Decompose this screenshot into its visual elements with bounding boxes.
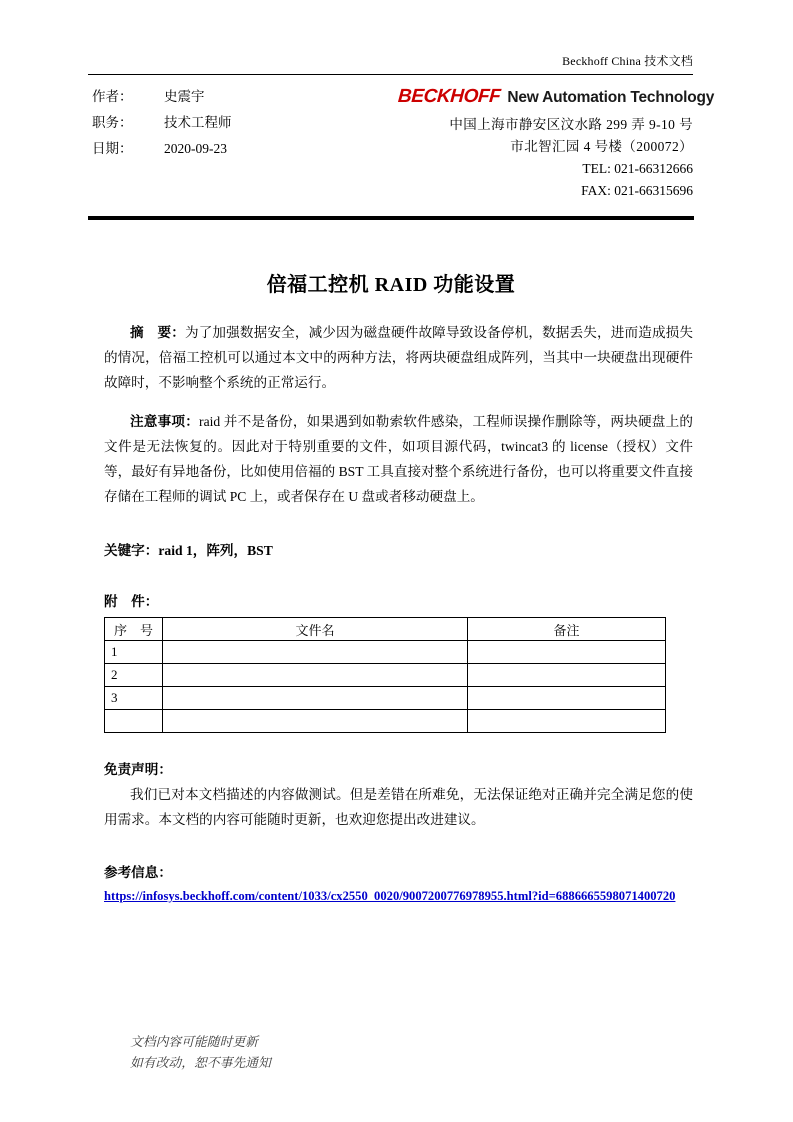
column-header-filename: 文件名 [163, 618, 468, 641]
keywords-line: 关键字：raid 1，阵列，BST [104, 543, 273, 558]
cell-note [468, 687, 666, 710]
notice-paragraph [104, 409, 693, 509]
document-body [104, 320, 693, 908]
abstract-text: 为了加强数据安全，减少因为磁盘硬件故障导致设备停机，数据丢失，进而造成损失的情况，倍福工控机可以通过本文中的两种方法，将两块硬盘组成阵列，当其中一块硬盘出现硬件故障时，不影响整个系统的正常运行。 [104, 325, 694, 390]
disclaimer-text: 我们已对本文档描述的内容做测试。但是差错在所难免，无法保证绝对正确并完全满足您的使用需求。本文档的内容可能随时更新，也欢迎您提出改进建议。 [104, 787, 693, 827]
cell-filename [163, 710, 468, 733]
author-info-block [92, 84, 352, 162]
fax-line: FAX: 021-66315696 [581, 183, 693, 198]
role-value: 技术工程师 [164, 115, 232, 130]
running-header: Beckhoff China 技术文档 [562, 54, 693, 68]
footer-note-line-1: 文档内容可能随时更新 [130, 1035, 258, 1049]
table-row [105, 710, 666, 733]
cell-filename [163, 687, 468, 710]
cell-index: 3 [105, 687, 163, 710]
column-header-index: 序 号 [105, 618, 163, 641]
footer-note [130, 1032, 550, 1074]
abstract-paragraph [104, 320, 693, 395]
header-thick-divider [88, 216, 694, 220]
footer-note-line-2: 如有改动，恕不事先通知 [130, 1056, 271, 1070]
cell-note [468, 664, 666, 687]
table-row [105, 687, 666, 710]
address-line-1: 中国上海市静安区汶水路 299 弄 9-10 号 [449, 117, 693, 132]
cell-note [468, 641, 666, 664]
author-row-role [92, 110, 352, 136]
abstract-lead: 摘 要： [130, 325, 185, 340]
author-label: 作者： [92, 89, 133, 104]
cell-filename [163, 664, 468, 687]
company-info-block [360, 86, 715, 202]
table-row [105, 641, 666, 664]
attachment-table [104, 617, 666, 733]
date-label: 日期： [92, 141, 133, 156]
telephone-line: TEL: 021-66312666 [582, 161, 693, 176]
author-row-author [92, 84, 352, 110]
table-row [105, 664, 666, 687]
attachment-label: 附 件： [104, 594, 159, 609]
page-title: 倍福工控机 RAID 功能设置 [266, 274, 516, 296]
reference-link[interactable]: https://infosys.beckhoff.com/content/1033/cx2550_0020/9007200776978955.html?id=6886665598071400720 [104, 889, 676, 903]
header-rule [88, 74, 693, 75]
author-value: 史震宇 [164, 89, 205, 104]
cell-filename [163, 641, 468, 664]
notice-text: raid 并不是备份，如果遇到如勒索软件感染，工程师误操作删除等，两块硬盘上的文件是无法恢复的。因此对于特别重要的文件，如项目源代码，twincat3 的 license（授权）文件等，最好有异地备份，比如使用倍福的 BST 工具直接对整个系统进行备份，也可以将重要文件直接存储在工程师的调试 PC 上，或者保存在 U 盘或者移动硬盘上。 [104, 414, 694, 504]
cell-index: 1 [105, 641, 163, 664]
disclaimer-heading: 免责声明： [104, 762, 172, 777]
cell-index [105, 710, 163, 733]
role-label: 职务： [92, 115, 133, 130]
table-header-row [105, 618, 666, 641]
reference-heading: 参考信息： [104, 865, 172, 880]
notice-lead: 注意事项： [130, 414, 200, 429]
logo-tagline: New Automation Technology [507, 89, 715, 106]
address-line-2: 市北智汇园 4 号楼（200072） [510, 139, 693, 154]
cell-note [468, 710, 666, 733]
beckhoff-logo [360, 86, 715, 108]
date-value: 2020-09-23 [164, 141, 227, 156]
author-row-date [92, 136, 352, 162]
column-header-note: 备注 [468, 618, 666, 641]
beckhoff-wordmark-icon: BECKHOFF [397, 86, 502, 107]
cell-index: 2 [105, 664, 163, 687]
